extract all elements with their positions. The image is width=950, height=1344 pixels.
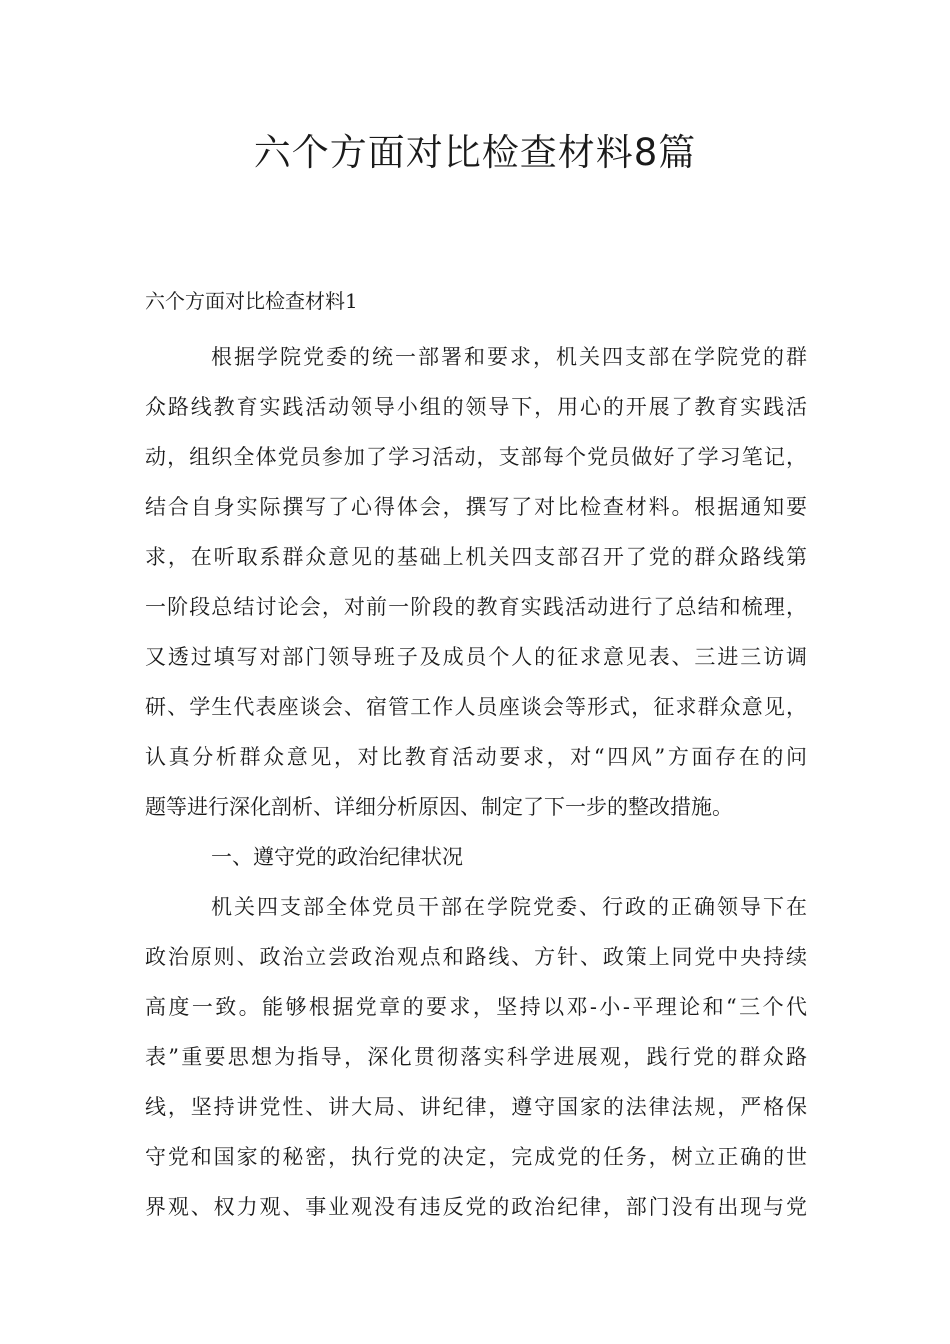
body-text-line: 根据学院党委的统一部署和要求，机关四支部在学院党的群 <box>211 345 807 369</box>
body-text-line: 政治原则、政治立尝政治观点和路线、方针、政策上同党中央持续 <box>145 945 807 969</box>
body-text-line: 题等进行深化剖析、详细分析原因、制定了下一步的整改措施。 <box>145 795 733 819</box>
body-text-line: 守党和国家的秘密，执行党的决定，完成党的任务，树立正确的世 <box>145 1145 807 1169</box>
body-text-line: 机关四支部全体党员干部在学院党委、行政的正确领导下在 <box>211 895 807 919</box>
body-text-line: 表”重要思想为指导，深化贯彻落实科学进展观，践行党的群众路 <box>145 1045 807 1069</box>
body-text-line: 界观、权力观、事业观没有违反党的政治纪律，部门没有出现与党 <box>145 1195 807 1219</box>
body-text-line: 一阶段总结讨论会，对前一阶段的教育实践活动进行了总结和梳理， <box>145 595 807 619</box>
body-text-line: 求，在听取系群众意见的基础上机关四支部召开了党的群众路线第 <box>145 545 807 569</box>
section-heading: 六个方面对比检查材料1 <box>145 289 358 313</box>
body-text-line: 动，组织全体党员参加了学习活动，支部每个党员做好了学习笔记， <box>145 445 807 469</box>
document-body <box>145 332 807 1232</box>
body-text-line: 一、遵守党的政治纪律状况 <box>211 845 463 869</box>
body-text-line: 研、学生代表座谈会、宿管工作人员座谈会等形式，征求群众意见， <box>145 695 807 719</box>
body-text-line: 众路线教育实践活动领导小组的领导下，用心的开展了教育实践活 <box>145 395 807 419</box>
body-text-line: 结合自身实际撰写了心得体会，撰写了对比检查材料。根据通知要 <box>145 495 807 519</box>
document-title: 六个方面对比检查材料8篇 <box>253 131 697 174</box>
body-text-line: 又透过填写对部门领导班子及成员个人的征求意见表、三进三访调 <box>145 645 807 669</box>
body-text-line: 高度一致。能够根据党章的要求，坚持以邓-小-平理论和“三个代 <box>145 995 807 1019</box>
body-text-line: 认真分析群众意见，对比教育活动要求，对“四风”方面存在的问 <box>145 745 807 769</box>
body-text-line: 线，坚持讲党性、讲大局、讲纪律，遵守国家的法律法规，严格保 <box>145 1095 807 1119</box>
